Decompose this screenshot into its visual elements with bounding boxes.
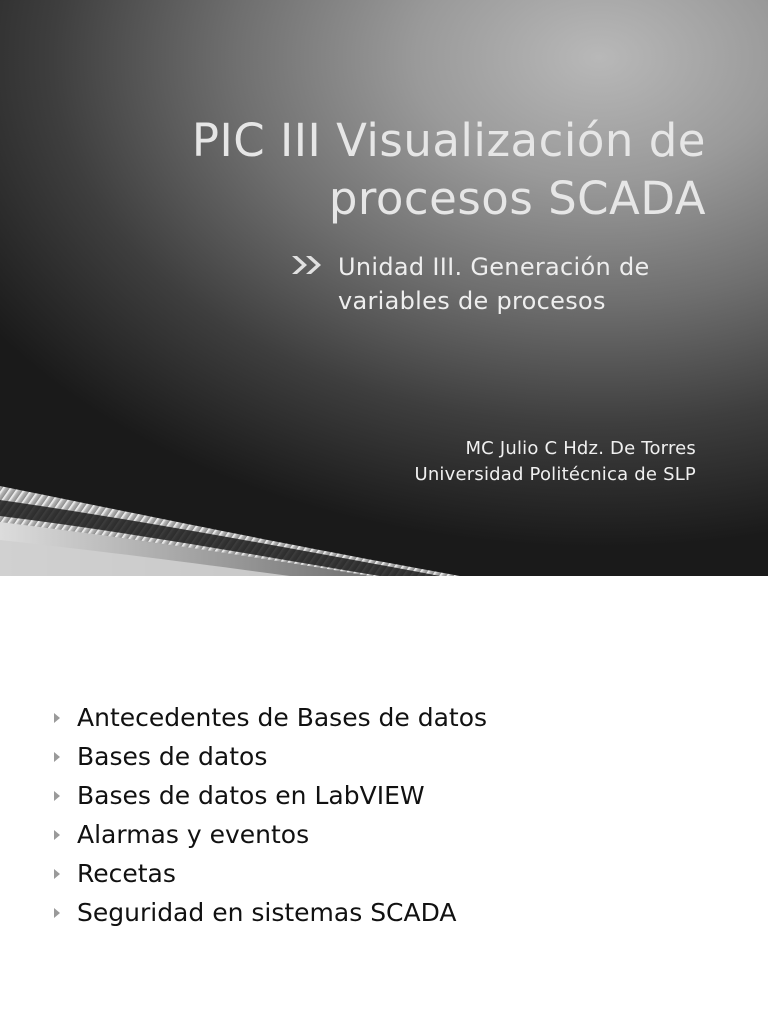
- subtitle-text: [338, 250, 748, 318]
- list-item: [52, 776, 487, 815]
- agenda-item-label: Recetas: [77, 859, 176, 888]
- subtitle-line-1: Unidad III. Generación de: [338, 253, 650, 281]
- triangle-right-icon: [54, 791, 60, 801]
- triangle-right-icon: [54, 908, 60, 918]
- title-line-1: PIC III Visualización de: [191, 114, 706, 167]
- list-item: [52, 815, 487, 854]
- agenda-item-label: Bases de datos: [77, 742, 268, 771]
- agenda-item-label: Alarmas y eventos: [77, 820, 310, 849]
- agenda-list: [52, 698, 487, 932]
- presentation-title: [66, 112, 706, 228]
- author-institution: Universidad Politécnica de SLP: [414, 464, 696, 485]
- author-name: MC Julio C Hdz. De Torres: [465, 438, 696, 459]
- triangle-right-icon: [54, 869, 60, 879]
- list-item: [52, 854, 487, 893]
- list-item: [52, 737, 487, 776]
- title-line-2: procesos SCADA: [328, 172, 706, 225]
- list-item: [52, 893, 487, 932]
- triangle-right-icon: [54, 752, 60, 762]
- agenda-item-label: Bases de datos en LabVIEW: [77, 781, 425, 810]
- double-chevron-right-icon: [290, 254, 326, 276]
- triangle-right-icon: [54, 830, 60, 840]
- subtitle-line-2: variables de procesos: [338, 287, 606, 315]
- agenda-item-label: Antecedentes de Bases de datos: [77, 703, 488, 732]
- triangle-right-icon: [54, 713, 60, 723]
- list-item: [52, 698, 487, 737]
- agenda-item-label: Seguridad en sistemas SCADA: [77, 898, 457, 927]
- author-block: [414, 436, 696, 488]
- agenda-slide: [0, 576, 768, 1024]
